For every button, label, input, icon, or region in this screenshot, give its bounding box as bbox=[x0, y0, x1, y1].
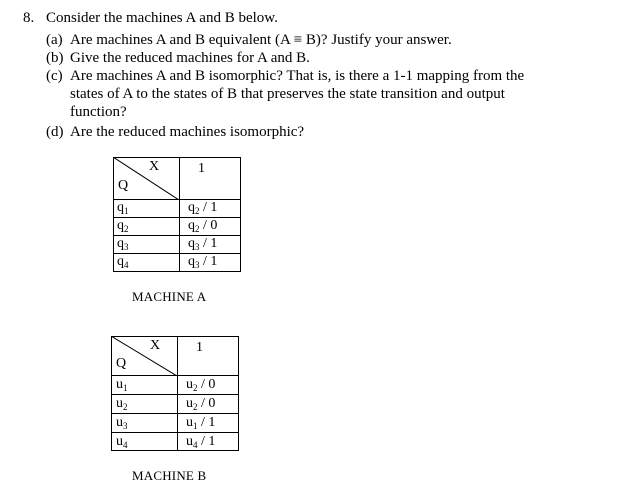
machine-a-row-divider bbox=[113, 235, 241, 236]
machine-b-state-u1: $u_1$ bbox=[116, 377, 128, 393]
machine-b-next-u3: $u_1 / 1$ bbox=[186, 415, 216, 431]
part-a-text: Are machines A and B equivalent (A ≡ B)? Justify your answer. bbox=[70, 32, 452, 48]
part-c-text-line2: states of A to the states of B that preserves the state transition and output bbox=[70, 86, 505, 102]
part-c-text: Are machines A and B isomorphic? That is, is there a 1-1 mapping from the bbox=[70, 68, 525, 84]
machine-a-state-q1: $q_1$ bbox=[117, 200, 129, 216]
part-d-label: (d) bbox=[46, 124, 64, 140]
machine-a-header-divider bbox=[179, 157, 180, 200]
machine-a-next-q4: $q_3 / 1$ bbox=[188, 254, 218, 270]
machine-b-next-u2: $u_2 / 0$ bbox=[186, 396, 216, 412]
machine-b-header-x: X bbox=[150, 338, 161, 353]
machine-a-state-q3: $q_3$ bbox=[117, 236, 129, 252]
part-c-text-line3: function? bbox=[70, 104, 127, 120]
machine-b-header-input: 1 bbox=[196, 340, 203, 355]
machine-b-next-u1: $u_2 / 0$ bbox=[186, 377, 216, 393]
part-a-label: (a) bbox=[46, 32, 63, 48]
machine-b-state-u3: $u_3$ bbox=[116, 415, 128, 431]
machine-a-next-q1: $q_2 / 1$ bbox=[188, 200, 218, 216]
machine-a-state-q2: $q_2$ bbox=[117, 218, 129, 234]
machine-b-header-q: Q bbox=[116, 356, 127, 371]
machine-b-row-divider bbox=[111, 394, 239, 395]
machine-a-row-divider bbox=[113, 253, 241, 254]
machine-b-header-divider bbox=[177, 336, 178, 376]
machine-a-header-q: Q bbox=[118, 178, 129, 193]
part-c-label: (c) bbox=[46, 68, 63, 84]
part-b-text: Give the reduced machines for A and B. bbox=[70, 50, 310, 66]
machine-a-caption: MACHINE A bbox=[132, 289, 207, 304]
machine-a-next-q3: $q_3 / 1$ bbox=[188, 236, 218, 252]
machine-b-row-divider bbox=[111, 413, 239, 414]
part-d-text: Are the reduced machines isomorphic? bbox=[70, 124, 305, 140]
question-number: 8. bbox=[23, 10, 35, 26]
machine-b-next-u4: $u_4 / 1$ bbox=[186, 434, 216, 450]
part-b-label: (b) bbox=[46, 50, 64, 66]
machine-a-row-divider bbox=[113, 217, 241, 218]
machine-a-next-q2: $q_2 / 0$ bbox=[188, 218, 218, 234]
question-intro: Consider the machines A and B below. bbox=[46, 10, 278, 26]
machine-a-header-x: X bbox=[149, 159, 160, 174]
machine-b-row-divider bbox=[111, 432, 239, 433]
machine-a-state-q4: $q_4$ bbox=[117, 254, 129, 270]
machine-a-header-input: 1 bbox=[198, 161, 205, 176]
machine-b-state-u2: $u_2$ bbox=[116, 396, 128, 412]
machine-b-state-u4: $u_4$ bbox=[116, 434, 128, 450]
machine-b-caption: MACHINE B bbox=[132, 468, 207, 483]
